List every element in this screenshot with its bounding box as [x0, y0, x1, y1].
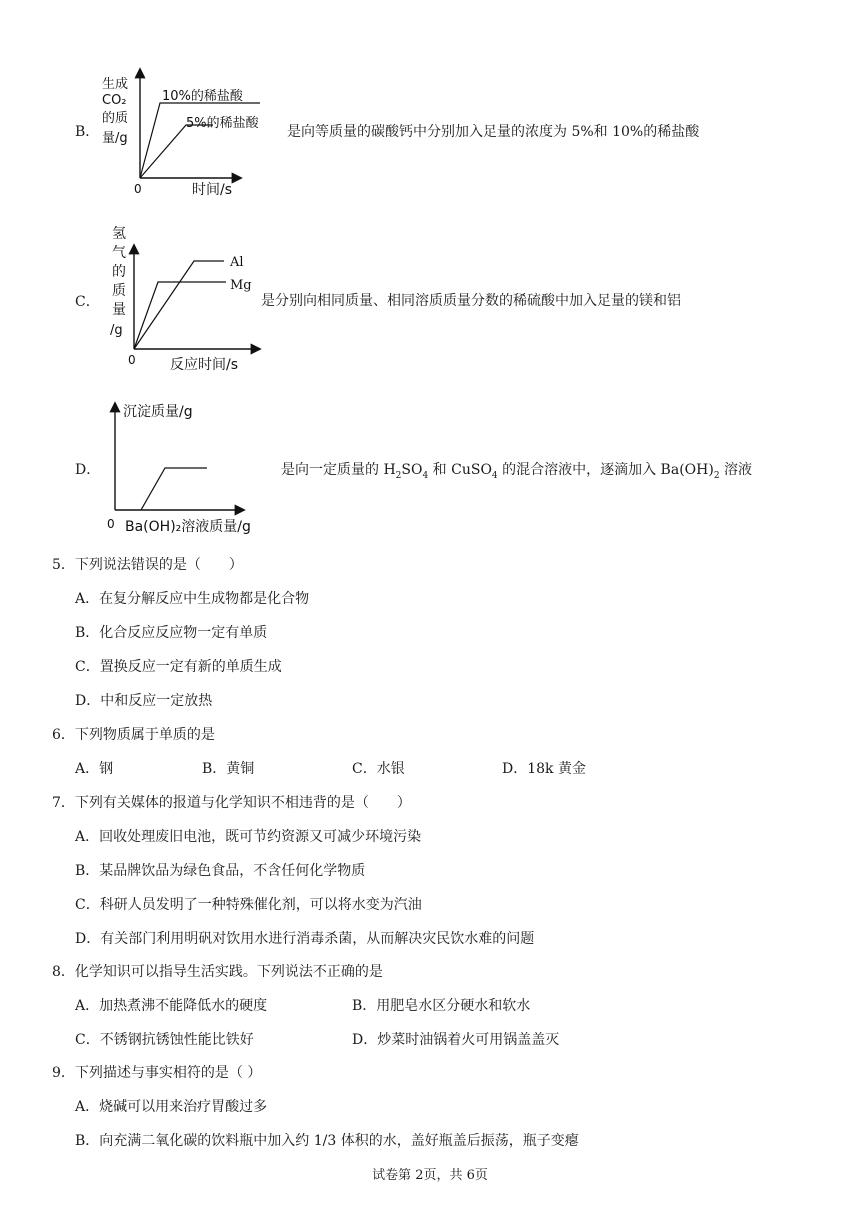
- graph-b-ylabel-2: CO₂: [102, 93, 127, 108]
- graph-c-series-al: Al: [230, 255, 244, 270]
- question-7-stem: 7．下列有关媒体的报道与化学知识不相违背的是（ ）: [52, 795, 411, 811]
- question-6-option-b: B．黄铜: [202, 761, 255, 777]
- graph-c-series-mg: Mg: [230, 278, 252, 293]
- question-6-option-c: C．水银: [352, 761, 405, 777]
- question-6-stem: 6．下列物质属于单质的是: [52, 727, 215, 743]
- graph-d-curve: [141, 468, 207, 510]
- graph-d-xlabel: Ba(OH)₂溶液质量/g: [125, 519, 251, 535]
- graph-c-xlabel: 反应时间/s: [170, 357, 239, 373]
- graph-b-ylabel-3: 的质: [102, 111, 129, 126]
- graph-c-ylabel-2: 气: [112, 245, 126, 261]
- question-5-option-c: C．置换反应一定有新的单质生成: [75, 659, 282, 675]
- graph-b-ylabel-4: 量/g: [102, 131, 128, 146]
- question-8-option-a: A．加热煮沸不能降低水的硬度: [75, 998, 268, 1014]
- graph-b-series-1: 10%的稀盐酸: [162, 89, 243, 104]
- question-8-option-b: B．用肥皂水区分硬水和软水: [352, 998, 531, 1014]
- option-b-text: 是向等质量的碳酸钙中分别加入足量的浓度为 5%和 10%的稀盐酸: [287, 124, 700, 140]
- question-6-option-a: A．钢: [75, 761, 114, 777]
- graph-b-ylabel-1: 生成: [102, 77, 129, 92]
- option-c-letter: C．: [75, 294, 100, 310]
- question-8-option-d: D．炒菜时油锅着火可用锅盖盖灭: [352, 1032, 560, 1048]
- question-9-stem: 9．下列描述与事实相符的是（ ）: [52, 1065, 262, 1081]
- question-7-option-a: A．回收处理废旧电池，既可节约资源又可减少环境污染: [75, 829, 422, 845]
- graph-c-curve-al: [134, 261, 224, 349]
- graph-d-origin: 0: [107, 517, 115, 531]
- option-b-letter: B．: [75, 124, 100, 140]
- question-9-option-b: B．向充满二氧化碳的饮料瓶中加入约 1/3 体积的水，盖好瓶盖后振荡，瓶子变瘪: [75, 1133, 579, 1149]
- question-5-option-b: B．化合反应反应物一定有单质: [75, 625, 268, 641]
- question-8-option-c: C．不锈钢抗锈蚀性能比铁好: [75, 1032, 254, 1048]
- graph-c-ylabel-5: 量: [112, 302, 126, 318]
- question-7-option-c: C．科研人员发明了一种特殊催化剂，可以将水变为汽油: [75, 897, 422, 913]
- graph-c: [104, 222, 264, 374]
- question-5-option-d: D．中和反应一定放热: [75, 693, 213, 709]
- graph-b-curve-1: [140, 103, 260, 178]
- graph-c-ylabel-6: /g: [110, 323, 123, 338]
- option-d-text: 是向一定质量的 $H_2SO_4$ 和 CuSO$_4$ 的混合溶液中，逐滴加入 $Ba(OH)_2$ 溶液: [281, 462, 752, 481]
- question-5-stem: 5．下列说法错误的是（ ）: [52, 557, 243, 573]
- graph-b-series-2: 5%的稀盐酸: [186, 116, 259, 131]
- graph-d: [103, 398, 283, 538]
- question-6-option-d: D．18k 黄金: [502, 761, 586, 777]
- graph-b-origin: 0: [134, 182, 142, 196]
- question-7-option-b: B．某品牌饮品为绿色食品，不含任何化学物质: [75, 863, 366, 879]
- graph-c-curve-mg: [134, 282, 226, 349]
- question-5-option-a: A．在复分解反应中生成物都是化合物: [75, 591, 310, 607]
- question-9-option-a: A．烧碱可以用来治疗胃酸过多: [75, 1099, 268, 1115]
- graph-c-ylabel-3: 的: [112, 264, 126, 280]
- graph-b-curve-2: [140, 125, 213, 178]
- question-7-option-d: D．有关部门利用明矾对饮用水进行消毒杀菌，从而解决灾民饮水难的问题: [75, 931, 535, 947]
- graph-c-origin: 0: [128, 353, 136, 367]
- graph-c-ylabel-1: 氢: [112, 226, 126, 242]
- graph-d-ylabel: 沉淀质量/g: [123, 404, 193, 420]
- graph-b-xlabel: 时间/s: [192, 182, 233, 198]
- graph-b: [98, 66, 288, 198]
- page-footer: 试卷第 2页，共 6页: [372, 1168, 488, 1183]
- option-d-letter: D．: [75, 462, 101, 478]
- option-c-text: 是分别向相同质量、相同溶质质量分数的稀硫酸中加入足量的镁和铝: [261, 293, 681, 309]
- question-8-stem: 8．化学知识可以指导生活实践。下列说法不正确的是: [52, 964, 383, 980]
- graph-c-ylabel-4: 质: [112, 283, 126, 299]
